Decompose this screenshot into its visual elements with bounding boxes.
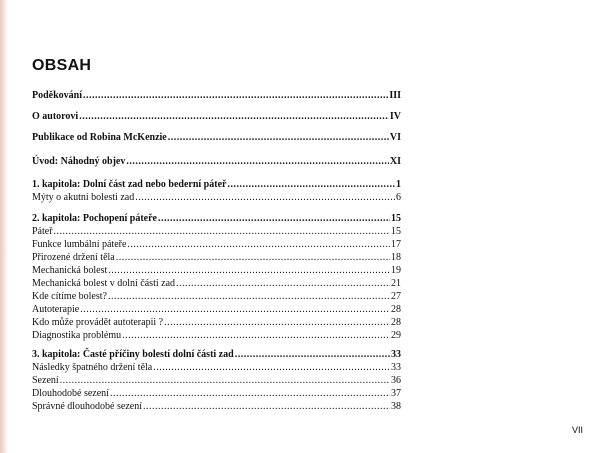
page-edge-shadow bbox=[0, 0, 8, 453]
toc-entry-label: 2. kapitola: Pochopení páteře bbox=[32, 213, 157, 224]
toc-entry-page: III bbox=[389, 90, 401, 101]
toc-leader-dots bbox=[235, 349, 390, 361]
toc-entry-page: 1 bbox=[396, 179, 401, 190]
toc-entry[interactable] bbox=[32, 349, 401, 361]
toc-entry-page: 17 bbox=[391, 239, 401, 250]
toc-entry[interactable] bbox=[32, 375, 401, 387]
toc-leader-dots bbox=[143, 401, 390, 413]
toc-entry[interactable] bbox=[32, 239, 401, 251]
toc-entry-page: 29 bbox=[391, 330, 401, 341]
toc-entry-page: 19 bbox=[391, 265, 401, 276]
toc-entry[interactable] bbox=[32, 252, 401, 264]
toc-leader-dots bbox=[60, 375, 390, 387]
toc-leader-dots bbox=[176, 278, 390, 290]
toc-entry-label: 1. kapitola: Dolní část zad nebo bederní páteř bbox=[32, 179, 227, 190]
toc-leader-dots bbox=[164, 317, 390, 329]
toc-entry-page: 28 bbox=[391, 304, 401, 315]
toc-entry-page: 28 bbox=[391, 317, 401, 328]
toc-entry-page: VI bbox=[389, 132, 401, 143]
toc-entry-label: Publikace od Robina McKenzie bbox=[32, 132, 167, 143]
toc-entry-label: Páteř bbox=[32, 226, 53, 237]
toc-entry-page: 36 bbox=[391, 375, 401, 386]
toc-entry-page: 6 bbox=[396, 192, 401, 203]
toc-leader-dots bbox=[135, 192, 395, 204]
toc-leader-dots bbox=[168, 132, 389, 144]
toc-leader-dots bbox=[116, 252, 390, 264]
page-title: OBSAH bbox=[32, 57, 92, 74]
toc-leader-dots bbox=[122, 330, 390, 342]
toc-entry-label: Funkce lumbální páteře bbox=[32, 239, 127, 250]
toc-entry-page: 33 bbox=[391, 362, 401, 373]
toc-entry[interactable] bbox=[32, 401, 401, 413]
toc-entry-label: Autoterapie bbox=[32, 304, 80, 315]
toc-entry-page: IV bbox=[389, 111, 401, 122]
toc-entry[interactable] bbox=[32, 330, 401, 342]
toc-leader-dots bbox=[110, 388, 390, 400]
toc-entry-page: XI bbox=[389, 156, 401, 167]
toc-entry-label: Kdo může provádět autoterapii ? bbox=[32, 317, 164, 328]
toc-entry[interactable] bbox=[32, 179, 401, 191]
page-number: VII bbox=[572, 425, 584, 435]
toc-entry[interactable] bbox=[32, 156, 401, 168]
toc-entry-label: Sezení bbox=[32, 375, 59, 386]
toc-leader-dots bbox=[126, 156, 389, 168]
toc-entry[interactable] bbox=[32, 111, 401, 123]
toc-leader-dots bbox=[158, 213, 390, 225]
toc-entry-page: 27 bbox=[391, 291, 401, 302]
toc-entry[interactable] bbox=[32, 317, 401, 329]
toc-entry-label: Mechanická bolest v dolní části zad bbox=[32, 278, 176, 289]
toc-entry-label: 3. kapitola: Časté příčiny bolestí dolní části zad bbox=[32, 349, 234, 360]
toc-entry[interactable] bbox=[32, 226, 401, 238]
toc-entry-page: 21 bbox=[391, 278, 401, 289]
toc-entry-page: 15 bbox=[391, 226, 401, 237]
toc-entry-page: 15 bbox=[391, 213, 401, 224]
toc-entry-label: Mýty o akutní bolesti zad bbox=[32, 192, 135, 203]
toc-leader-dots bbox=[80, 304, 390, 316]
toc-entry-label: O autorovi bbox=[32, 111, 79, 122]
toc-leader-dots bbox=[153, 362, 390, 374]
toc-leader-dots bbox=[54, 226, 390, 238]
toc-leader-dots bbox=[108, 291, 390, 303]
toc-entry[interactable] bbox=[32, 278, 401, 290]
toc-entry[interactable] bbox=[32, 291, 401, 303]
toc-entry[interactable] bbox=[32, 265, 401, 277]
toc-entry-label: Poděkování bbox=[32, 90, 83, 101]
toc-entry-label: Správné dlouhodobé sezení bbox=[32, 401, 142, 412]
toc-entry-page: 38 bbox=[391, 401, 401, 412]
toc-entry[interactable] bbox=[32, 362, 401, 374]
toc-leader-dots bbox=[108, 265, 390, 277]
toc-entry[interactable] bbox=[32, 90, 401, 102]
toc-leader-dots bbox=[227, 179, 395, 191]
toc-entry-label: Diagnostika problému bbox=[32, 330, 122, 341]
toc-entry-label: Mechanická bolest bbox=[32, 265, 108, 276]
toc-leader-dots bbox=[83, 90, 388, 102]
toc-entry-label: Úvod: Náhodný objev bbox=[32, 156, 126, 167]
toc-entry-label: Dlouhodobé sezení bbox=[32, 388, 109, 399]
toc-leader-dots bbox=[127, 239, 390, 251]
toc-entry-label: Následky špatného držení těla bbox=[32, 362, 153, 373]
toc-entry-label: Kde cítíme bolest? bbox=[32, 291, 107, 302]
toc-entry[interactable] bbox=[32, 192, 401, 204]
toc-entry[interactable] bbox=[32, 132, 401, 144]
toc-entry-label: Přirozené držení těla bbox=[32, 252, 115, 263]
toc-entry-page: 33 bbox=[391, 349, 401, 360]
toc-entry[interactable] bbox=[32, 388, 401, 400]
toc-entry-page: 37 bbox=[391, 388, 401, 399]
toc-entry[interactable] bbox=[32, 304, 401, 316]
toc-entry-page: 18 bbox=[391, 252, 401, 263]
toc-leader-dots bbox=[79, 111, 389, 123]
toc-entry[interactable] bbox=[32, 213, 401, 225]
